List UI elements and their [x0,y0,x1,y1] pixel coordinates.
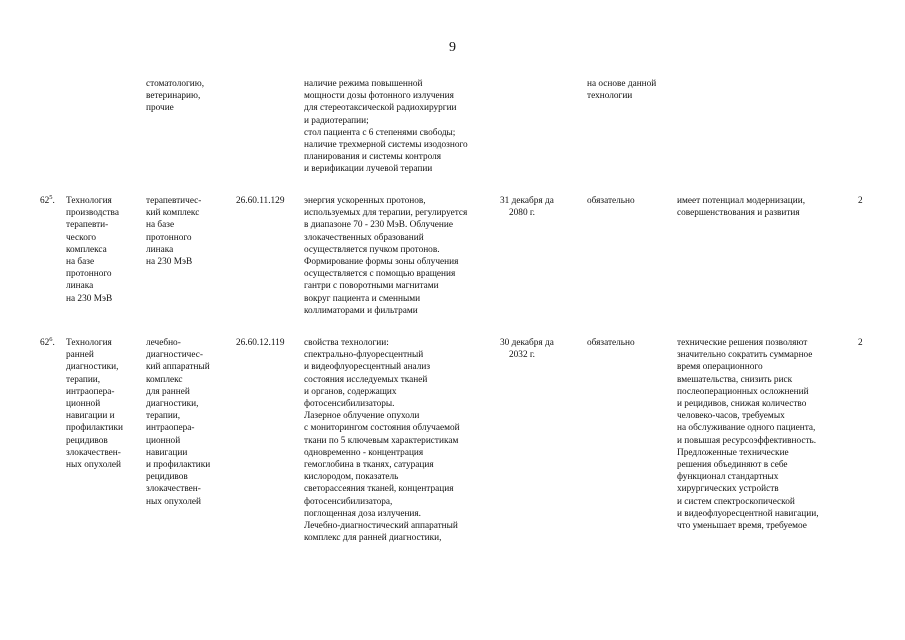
deadline-cell [500,195,572,219]
deadline-line-1: 30 декабря да [500,338,554,348]
continuation-requirement-cell: на основе данной технологии [587,79,657,102]
object-cell: лечебно- диагностичес- кий аппаратный комплекс для ранней диагностики, терапии, интраопера- ционной навигации и профилактики рецидивов злокачествен- ных опухолей [146,338,211,507]
continuation-object-cell: стоматологию, ветеринарию, прочие [146,79,205,114]
requirement-cell: обязательно [587,196,635,206]
row-number [40,337,64,349]
row-number-superscript: 6 [49,335,53,343]
note-cell: имеет потенциал модернизации, совершенствования и развития [677,196,806,219]
description-cell: свойства технологии: спектрально-флуоресцентный и видеофлуоресцентный анализ состояния исследуемых тканей и органов, содержащих фотосенсибилизаторы. Лазерное облучение опухоли с мониторингом состояния облучаемой ткани по 5 ключевым характеристикам одновременно - концентрация гемоглобина в тканях, сатурация кислородом, показатель светорассеяния тканей, концентрация фотосенсибилизатора, поглощенная доза излучения. Лечебно-диагностический аппаратный комплекс для ранней диагностики, [304,338,460,544]
classifier-code-cell: 26.60.11.129 [236,196,285,206]
row-number-suffix: . [52,196,55,206]
deadline-line-1: 31 декабря да [500,196,554,206]
row-number-base: 62 [40,196,50,206]
deadline-line-2: 2080 г. [509,208,536,219]
row-number-superscript: 5 [49,193,53,201]
row-number-suffix: . [52,338,55,348]
deadline-line-2: 2032 г. [509,350,536,361]
technology-name-cell: Технология производства терапевти- ческого комплекса на базе протонного линака на 230 МэВ [66,196,119,304]
deadline-cell [500,337,572,361]
object-cell: терапевтичес- кий комплекс на базе протонного линака на 230 МэВ [146,196,202,268]
note-cell: технические решения позволяют значительно сократить суммарное время операционного вмешательства, снизить риск послеоперационных осложнений и рецидивов, снижая количество человеко-часов, требуемых на обслуживание одного пациента, и повышая ресурсоэффективность. Предложенные технические решения объединяют в себе функционал стандартных хирургических устройств и систем спектроскопической и видеофлуоресцентной навигации, что уменьшает время, требуемое [677,338,819,532]
requirement-cell: обязательно [587,338,635,348]
description-cell: энергия ускоренных протонов, используемых для терапии, регулируется в диапазоне 70 - 230 МэВ. Облучение злокачественных образований осуществляется пучком протонов. Формирование формы зоны облучения осуществляется с помощью вращения гантри с поворотными магнитами вокруг пациента и сменными коллиматорами и фильтрами [304,196,468,316]
technology-name-cell: Технология ранней диагностики, терапии, интраопера- ционной навигации и профилактики рецидивов злокачествен- ных опухолей [66,338,123,471]
last-column-cell: 2 [858,196,863,206]
classifier-code-cell: 26.60.12.119 [236,338,285,348]
row-number-base: 62 [40,338,50,348]
continuation-description-cell: наличие режима повышенной мощности дозы фотонного излучения для стереотаксической радиохирургии и радиотерапии; стол пациента с 6 степенями свободы; наличие трехмерной системы изодозного планирования и системы контроля и верификации лучевой терапии [304,79,468,175]
last-column-cell: 2 [858,338,863,348]
row-number [40,195,64,207]
page-number: 9 [449,40,456,55]
